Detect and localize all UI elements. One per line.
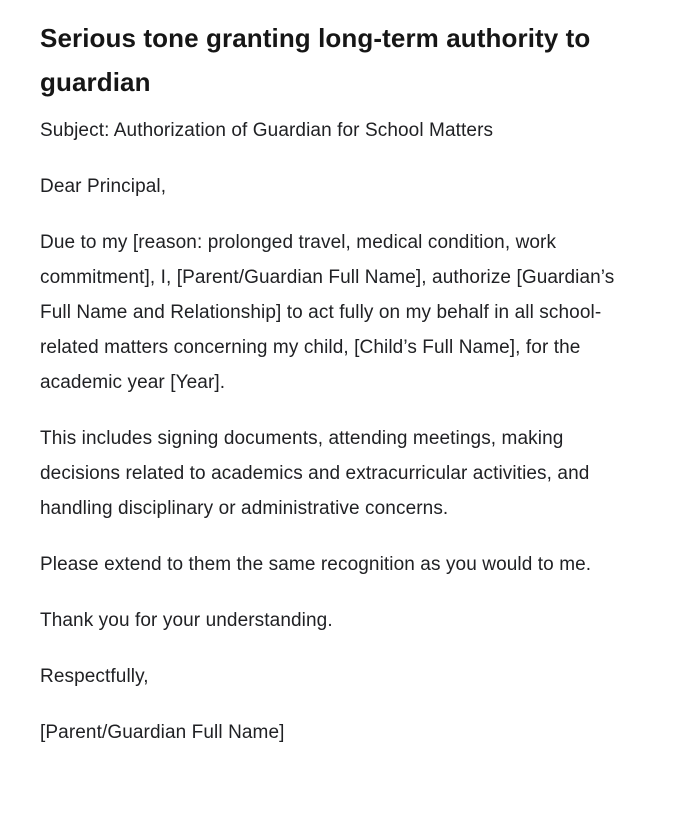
- page-title: Serious tone granting long-term authority to guardian: [40, 23, 591, 97]
- body-paragraph-authorization: Due to my [reason: prolonged travel, medical condition, work commitment], I, [Parent/Guardian Full Name], authorize [Guardian’s Full Name and Relationship] to act fully on my behalf in all school-related matters concerning my child, [Child’s Full Name], for the academic year [Year].: [40, 232, 615, 393]
- signature-placeholder: [Parent/Guardian Full Name]: [40, 722, 285, 743]
- salutation: Dear Principal,: [40, 176, 167, 197]
- body-paragraph-scope: This includes signing documents, attending meetings, making decisions related to academics and extracurricular activities, and handling disciplinary or administrative concerns.: [40, 428, 590, 519]
- closing-line: Respectfully,: [40, 666, 149, 687]
- subject-line: Subject: Authorization of Guardian for School Matters: [40, 120, 494, 141]
- body-paragraph-recognition: Please extend to them the same recognition as you would to me.: [40, 554, 592, 575]
- body-paragraph-thanks: Thank you for your understanding.: [40, 610, 333, 631]
